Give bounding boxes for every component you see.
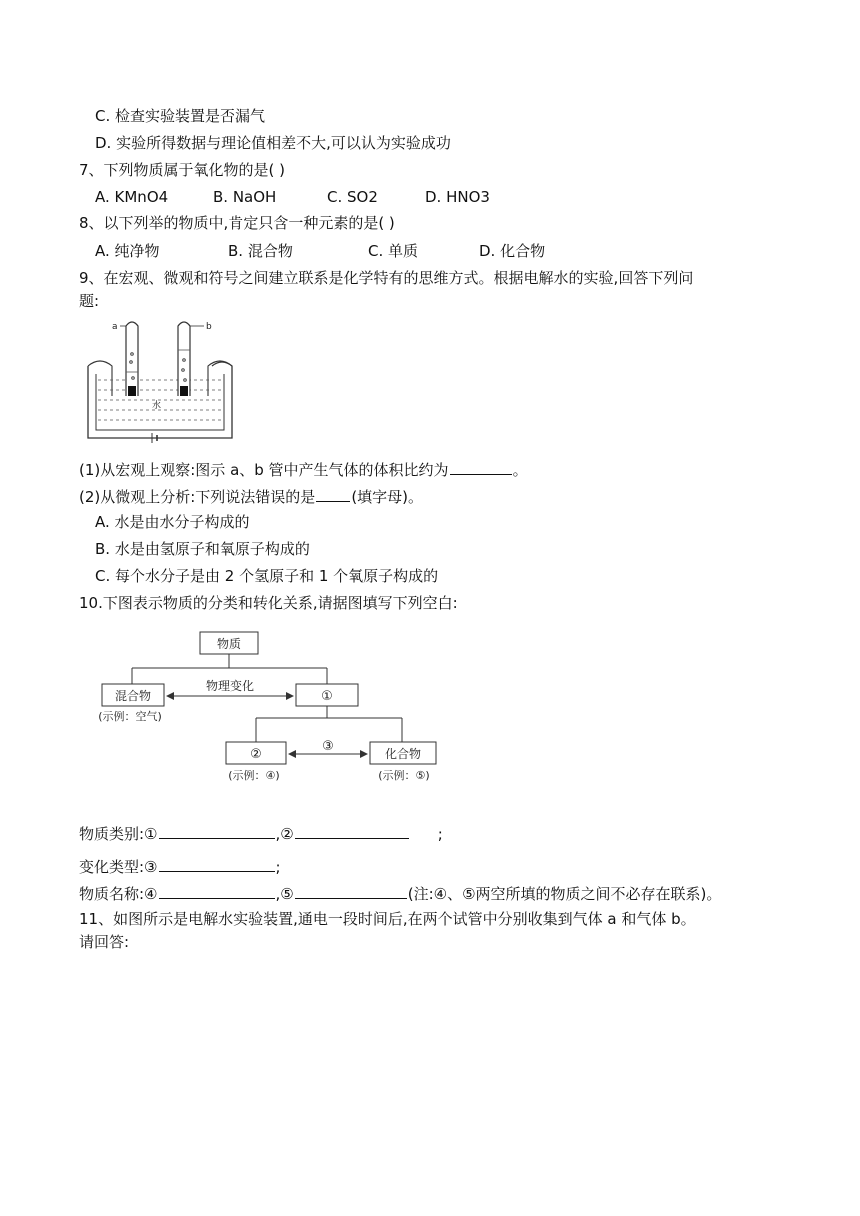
q9-option-c: C. 每个水分子是由 2 个氢原子和 1 个氧原子构成的 xyxy=(95,567,439,585)
diagram-physical-change-label: 物理变化 xyxy=(205,679,255,693)
q8-option-d: D. 化合物 xyxy=(479,242,546,260)
diagram-label-3: ③ xyxy=(322,739,334,754)
q7-options xyxy=(95,187,490,207)
q7-stem: 7、下列物质属于氧化物的是( ) xyxy=(79,161,286,179)
q10-line1-label: 物质类别:① xyxy=(79,825,158,843)
q6-option-c: C. 检查实验装置是否漏气 xyxy=(95,107,266,125)
tube-b-label: b xyxy=(206,322,212,332)
q8-stem: 8、以下列举的物质中,肯定只含一种元素的是( ) xyxy=(79,214,395,232)
diagram-example-4: (示例：④) xyxy=(228,769,280,782)
diagram-mixture-example: (示例：空气) xyxy=(98,710,162,723)
blank-4[interactable] xyxy=(159,882,275,899)
q9-part2 xyxy=(79,485,423,507)
q10-line3-mid: ,⑤ xyxy=(275,885,294,903)
q10-line2 xyxy=(79,855,281,877)
q9-part1-end: 。 xyxy=(512,461,528,479)
q9-part2-blank[interactable] xyxy=(316,485,350,502)
blank-5[interactable] xyxy=(295,882,407,899)
q9-part1-blank[interactable] xyxy=(450,458,512,475)
electrolysis-figure xyxy=(82,316,242,444)
q8-option-c: C. 单质 xyxy=(368,242,419,260)
q10-line3-end: (注:④、⑤两空所填的物质之间不必存在联系)。 xyxy=(407,885,722,903)
diagram-mixture-node: 混合物 xyxy=(114,689,152,703)
q9-part2-text: (2)从微观上分析:下列说法错误的是 xyxy=(79,488,316,506)
q10-line3 xyxy=(79,882,721,904)
q10-line3-label: 物质名称:④ xyxy=(79,885,158,903)
q7-option-c: C. SO2 xyxy=(327,188,378,206)
q9-option-a: A. 水是由水分子构成的 xyxy=(95,513,250,531)
q10-line2-end: ; xyxy=(275,858,281,876)
blank-3[interactable] xyxy=(159,855,275,872)
q10-line1-end: ; xyxy=(437,825,443,843)
classification-diagram xyxy=(82,626,452,788)
q9-part2-end: (填字母)。 xyxy=(351,488,424,506)
diagram-top-node: 物质 xyxy=(216,637,242,651)
blank-2[interactable] xyxy=(295,822,409,839)
q9-stem-line2: 题: xyxy=(79,292,100,310)
q6-option-d: D. 实验所得数据与理论值相差不大,可以认为实验成功 xyxy=(95,134,451,152)
diagram-example-5: (示例：⑤) xyxy=(378,769,430,782)
tube-a-label: a xyxy=(112,322,118,332)
q9-stem-line1: 9、在宏观、微观和符号之间建立联系是化学特有的思维方式。根据电解水的实验,回答下列问 xyxy=(79,269,694,287)
q9-option-b: B. 水是由氢原子和氧原子构成的 xyxy=(95,540,310,558)
q9-part1-text: (1)从宏观上观察:图示 a、b 管中产生气体的体积比约为 xyxy=(79,461,449,479)
q10-line2-label: 变化类型:③ xyxy=(79,858,158,876)
q11-stem-line2: 请回答: xyxy=(79,933,130,951)
q10-line1-mid: ,② xyxy=(275,825,294,843)
q10-line1 xyxy=(79,822,443,844)
q7-option-d: D. HNO3 xyxy=(425,188,490,206)
blank-1[interactable] xyxy=(159,822,275,839)
q11-stem-line1: 11、如图所示是电解水实验装置,通电一段时间后,在两个试管中分别收集到气体 a 和气体 b。 xyxy=(79,910,696,928)
diagram-node-1: ① xyxy=(321,689,333,704)
q7-option-b: B. NaOH xyxy=(213,188,277,206)
diagram-node-2: ② xyxy=(250,747,262,762)
q8-option-b: B. 混合物 xyxy=(228,242,293,260)
q9-part1 xyxy=(79,458,528,480)
q7-option-a: A. KMnO4 xyxy=(95,188,169,206)
diagram-compound-node: 化合物 xyxy=(384,747,422,761)
q10-stem: 10.下图表示物质的分类和转化关系,请据图填写下列空白: xyxy=(79,594,458,612)
q8-option-a: A. 纯净物 xyxy=(95,242,160,260)
water-label: 水 xyxy=(152,401,162,411)
q8-options xyxy=(95,241,545,261)
